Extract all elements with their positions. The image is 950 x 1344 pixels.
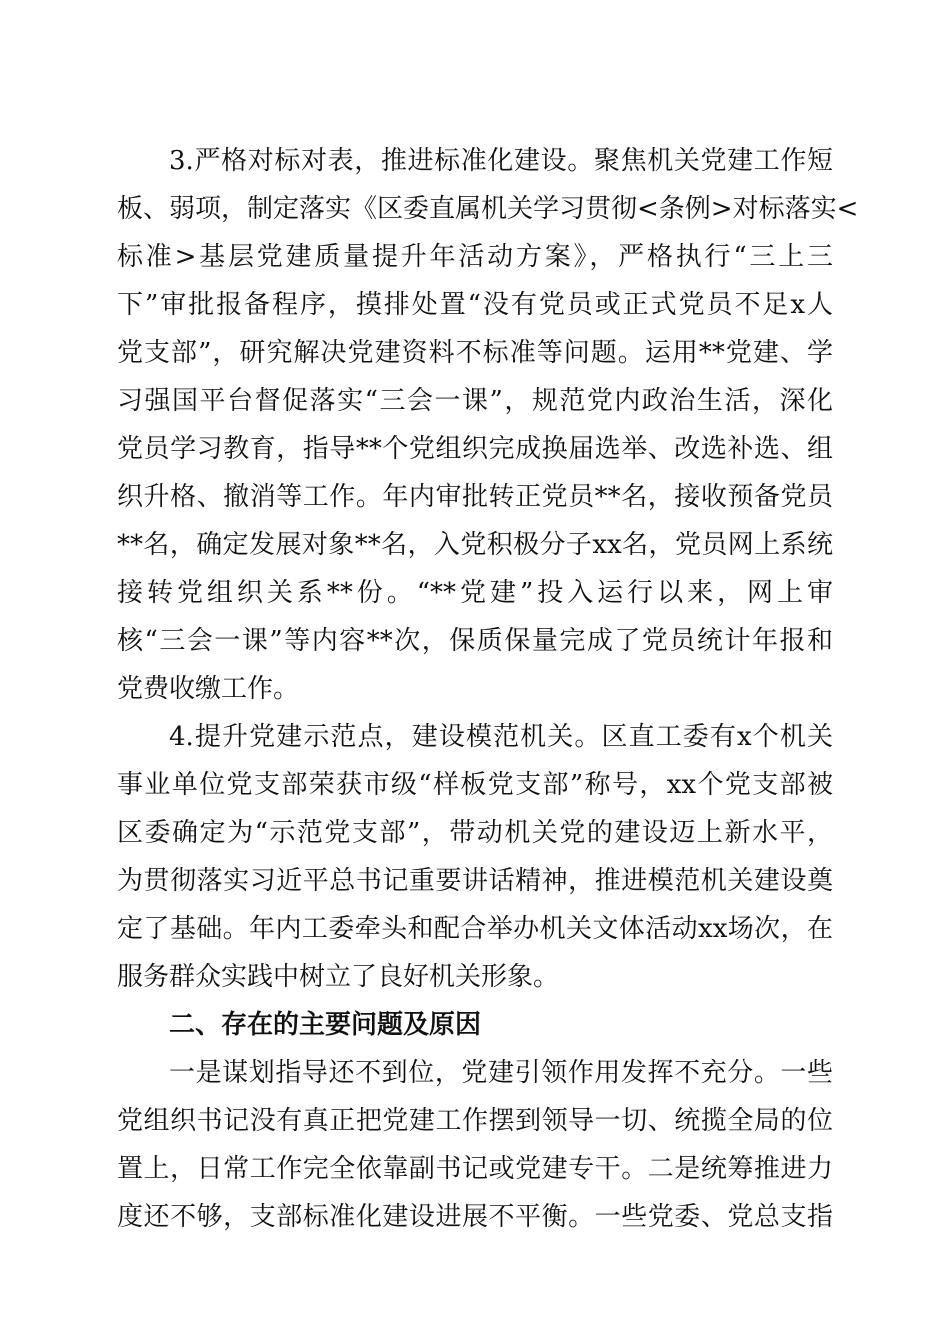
- paragraph-3-line-6: 习强国平台督促落实“三会一课”，规范党内政治生活，深化: [117, 386, 833, 416]
- paragraph-3-line-5: 党支部”，研究解决党建资料不标准等问题。运用**党建、学: [117, 338, 833, 368]
- paragraph-3-line-8: 织升格、撤消等工作。年内审批转正党员**名，接收预备党员: [117, 482, 833, 512]
- problems-line-2: 党组织书记没有真正把党建工作摆到领导一切、统揽全局的位: [117, 1106, 833, 1136]
- paragraph-4-line-2: 事业单位党支部荣获市级“样板党支部”称号，xx个党支部被: [117, 770, 833, 800]
- paragraph-4-line-5: 定了基础。年内工委牵头和配合举办机关文体活动xx场次，在: [117, 914, 833, 944]
- paragraph-3-line-1: 3.严格对标对表，推进标准化建设。聚焦机关党建工作短: [169, 146, 833, 176]
- paragraph-3-line-2: 板、弱项，制定落实《区委直属机关学习贯彻<条例>对标落实<: [117, 194, 859, 224]
- paragraph-4-line-1: 4.提升党建示范点，建设模范机关。区直工委有x个机关: [169, 722, 833, 752]
- paragraph-3-line-9: **名，确定发展对象**名，入党积极分子xx名，党员网上系统: [117, 530, 833, 560]
- paragraph-4-line-4: 为贯彻落实习近平总书记重要讲话精神，推进模范机关建设奠: [117, 866, 833, 896]
- problems-line-1: 一是谋划指导还不到位，党建引领作用发挥不充分。一些: [169, 1058, 833, 1088]
- paragraph-3-line-12: 党费收缴工作。: [117, 674, 300, 704]
- paragraph-3-line-10: 接转党组织关系**份。“**党建”投入运行以来，网上审: [117, 578, 833, 608]
- paragraph-4-line-3: 区委确定为“示范党支部”，带动机关党的建设迈上新水平，: [117, 818, 833, 848]
- paragraph-3-line-11: 核“三会一课”等内容**次，保质保量完成了党员统计年报和: [117, 626, 833, 656]
- paragraph-3-line-7: 党员学习教育，指导**个党组织完成换届选举、改选补选、组: [117, 434, 833, 464]
- section-heading: 二、存在的主要问题及原因: [169, 1010, 482, 1040]
- paragraph-3-line-3: 标准>基层党建质量提升年活动方案》，严格执行“三上三: [117, 242, 833, 272]
- paragraph-4-line-6: 服务群众实践中树立了良好机关形象。: [117, 962, 560, 992]
- paragraph-3-line-4: 下”审批报备程序，摸排处置“没有党员或正式党员不足x人: [117, 290, 833, 320]
- problems-line-4: 度还不够，支部标准化建设进展不平衡。一些党委、党总支指: [117, 1202, 833, 1232]
- problems-line-3: 置上，日常工作完全依靠副书记或党建专干。二是统筹推进力: [117, 1154, 833, 1184]
